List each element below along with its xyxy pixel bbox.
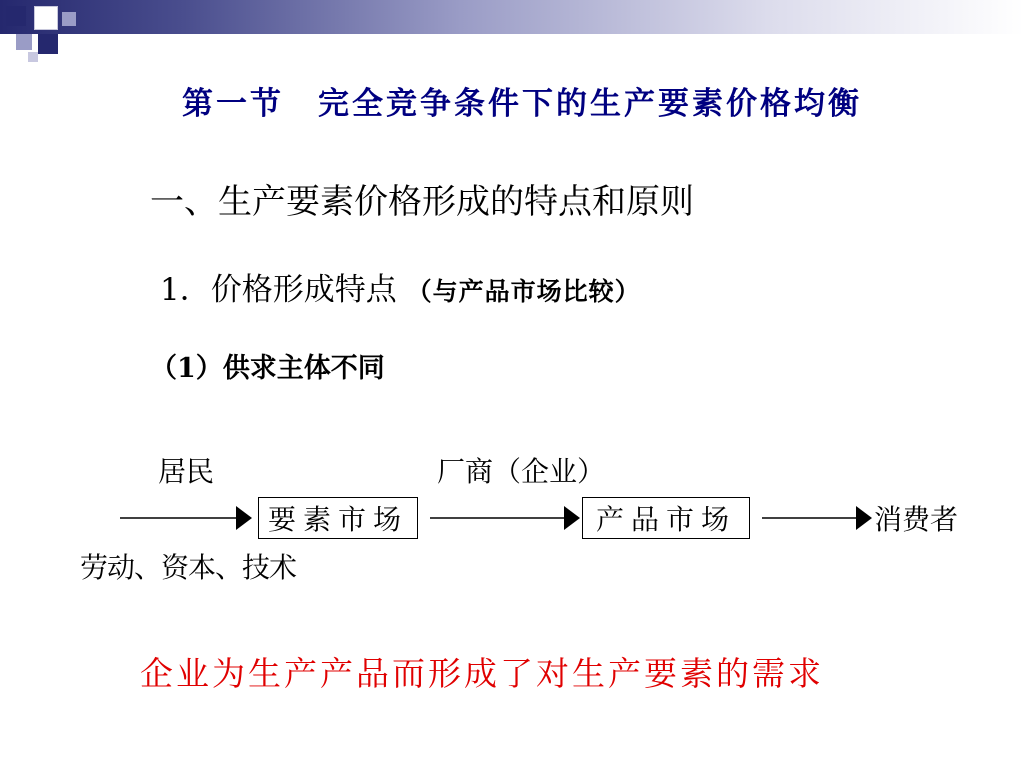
decorative-squares: [0, 0, 90, 70]
point-text: 1．价格形成特点: [160, 272, 397, 308]
firms-label: 厂商（企业）: [437, 455, 606, 488]
point-note: （与产品市场比较）: [406, 277, 641, 306]
flow-arrows: [0, 440, 1024, 590]
arrowhead-3: [856, 506, 872, 530]
residents-label: 居民: [158, 455, 215, 488]
factor-market-box: 要素市场: [258, 497, 418, 539]
subpoint-text: （1）供求主体不同: [150, 353, 385, 384]
slide-title: 第一节 完全竞争条件下的生产要素价格均衡: [182, 86, 862, 122]
market-flow-diagram: [0, 440, 1024, 590]
factors-label: 劳动、资本、技术: [80, 551, 297, 584]
arrowhead-2: [564, 506, 580, 530]
product-market-box: 产品市场: [582, 497, 750, 539]
header-gradient-bar: [0, 0, 1024, 34]
point-heading: [160, 264, 641, 309]
conclusion-text: 企业为生产产品而形成了对生产要素的需求: [140, 654, 824, 693]
consumers-label: 消费者: [874, 503, 959, 536]
arrowhead-1: [236, 506, 252, 530]
section-heading: 一、生产要素价格形成的特点和原则: [150, 182, 694, 222]
